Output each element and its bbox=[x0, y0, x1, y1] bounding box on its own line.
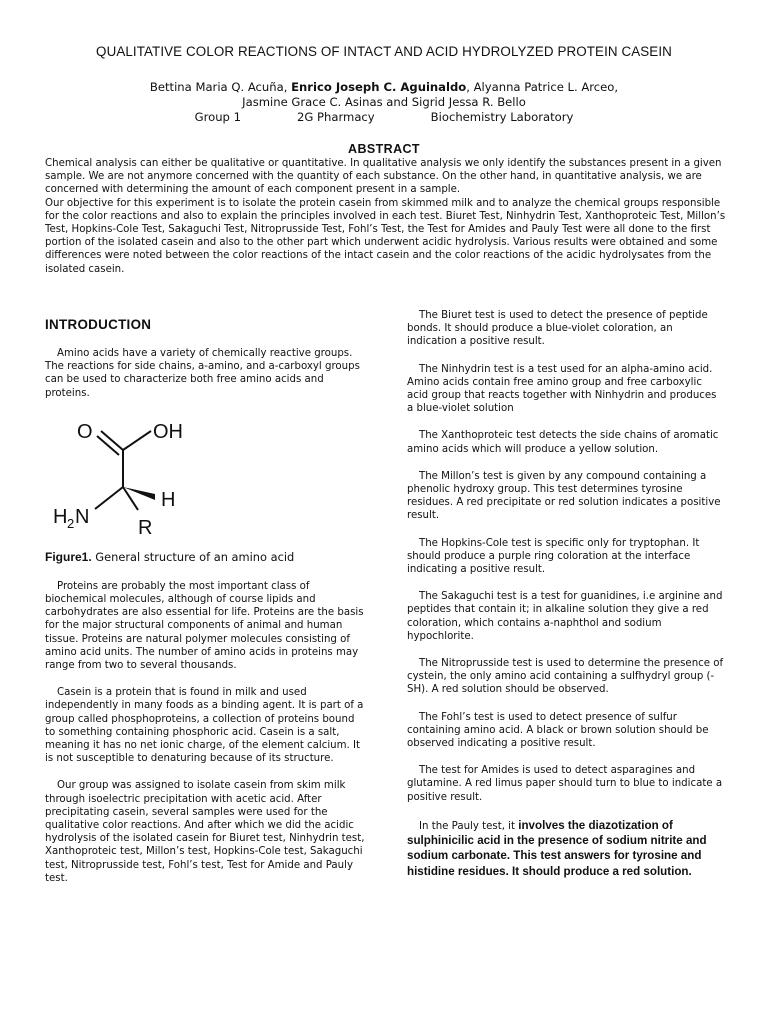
author-block bbox=[0, 80, 768, 125]
caption-label: Figure1. bbox=[45, 549, 92, 564]
amino-acid-structure bbox=[45, 414, 365, 546]
lab-label: Biochemistry Laboratory bbox=[430, 110, 574, 124]
author-line-2: Jasmine Grace C. Asinas and Sigrid Jessa R. Bello bbox=[242, 95, 526, 109]
r-group-label: R bbox=[138, 516, 153, 539]
affiliation-line bbox=[0, 110, 768, 125]
calpha-n-bond bbox=[95, 487, 123, 509]
oxygen-label: O bbox=[77, 420, 93, 443]
pauly-lead: In the Pauly test, it bbox=[419, 820, 519, 832]
abstract-paragraph-1: Chemical analysis can either be qualitative or quantitative. In qualitative analysis we only identify the substances present in a given sample. We are not anymore concerned with the quantity of each substance. On the other hand, in quantitative analysis, we are concerned with determining the amount of each component present in a sample. bbox=[45, 158, 722, 196]
amine-h-label: H bbox=[53, 505, 68, 528]
amine-subscript-label: 2 bbox=[67, 515, 75, 531]
abstract-body bbox=[45, 157, 735, 276]
caption-text: General structure of an amino acid bbox=[91, 549, 295, 564]
pauly-bold-text: involves the diazotization of sulphinicilic acid in the presence of sodium nitrite and sodium carbonate. This test answers for tyrosine and histidine residues. It should produce a red solution. bbox=[407, 818, 707, 878]
amides-paragraph: The test for Amides is used to detect asparagines and glutamine. A red limus paper should turn to blue to indicate a positive result. bbox=[407, 765, 723, 803]
ninhydrin-paragraph: The Ninhydrin test is a test used for an alpha-amino acid. Amino acids contain free amino group and free carboxylic acid group that reacts together with Ninhydrin and produces a blue-violet solution bbox=[407, 363, 717, 415]
left-column bbox=[45, 312, 365, 899]
group-label: Group 1 bbox=[194, 110, 241, 124]
paper-title: QUALITATIVE COLOR REACTIONS OF INTACT AND ACID HYDROLYZED PROTEIN CASEIN bbox=[96, 44, 672, 59]
xanthoproteic-paragraph: The Xanthoproteic test detects the side chains of aromatic amino acids which will produce a yellow solution. bbox=[407, 430, 719, 455]
intro-paragraph-4: Our group was assigned to isolate casein from skim milk through isoelectric precipitation with acetic acid. After precipitating casein, several samples were used for the qualitative color reactions. And after which we did the acidic hydrolysis of the isolated casein for Biuret test, Ninhydrin test, Xanthoproteic test, Millon’s test, Hopkins-Cole test, Sakaguchi test, Nitroprusside test, Fohl’s test, Test for Amide and Pauly test. bbox=[45, 780, 365, 884]
amine-n-label: N bbox=[75, 505, 90, 528]
intro-paragraph-3: Casein is a protein that is found in milk and used independently in many foods as a binding agent. It is part of a group called phosphoproteins, a collection of proteins bound to something containing phosphoric acid. Casein is a salt, meaning it has no net ionic charge, of the element calcium. It is not susceptible to denaturing because of its structure. bbox=[45, 687, 364, 765]
right-column bbox=[407, 309, 725, 893]
author-names-a: Bettina Maria Q. Acuña, bbox=[149, 80, 292, 94]
double-bond-line-1 bbox=[101, 431, 123, 450]
author-name-bold: Enrico Joseph C. Aguinaldo bbox=[291, 80, 467, 94]
intro-paragraph-1: Amino acids have a variety of chemically reactive groups. The reactions for side chains, a-amino, and a-carboxyl groups can be used to characterize both free amino acids and proteins. bbox=[45, 348, 360, 399]
abstract-paragraph-2: Our objective for this experiment is to isolate the protein casein from skimmed milk and to analyze the chemical groups responsible for the color reactions and also to explain the principles involved in each test. Biuret Test, Ninhydrin Test, Xanthoproteic Test, Millon’s Test, Hopkins-Cole Test, Sakaguchi Test, Nitroprusside Test, Fohl’s Test, the Test for Amides and Pauly Test were all done to the first portion of the isolated casein and also to the other part which underwent acidic hydrolysis. Various results were obtained and some differences were noted between the color reactions of the intact casein and the color reactions of the acidic hydrolysates from the isolated casein. bbox=[45, 197, 726, 275]
fohl-paragraph: The Fohl’s test is used to detect presence of sulfur containing amino acid. A black or brown solution should be observed indicating a positive result. bbox=[407, 711, 709, 750]
pauly-paragraph bbox=[407, 818, 725, 879]
section-label: 2G Pharmacy bbox=[296, 110, 375, 124]
nitroprusside-paragraph: The Nitroprusside test is used to determine the presence of cystein, the only amino acid containing a sulfhydryl group (-SH). A red solution should be observed. bbox=[407, 658, 724, 696]
hydrogen-label: H bbox=[161, 488, 176, 511]
millon-paragraph: The Millon’s test is given by any compound containing a phenolic hydroxy group. This test determines tyrosine residues. A red precipitate or red solution indicates a positive result. bbox=[407, 470, 721, 522]
abstract-heading: ABSTRACT bbox=[348, 142, 420, 156]
figure-caption bbox=[45, 550, 365, 564]
sakaguchi-paragraph: The Sakaguchi test is a test for guanidines, i.e arginine and peptides that contain it; in alkaline solution they give a red coloration, which contains a-naphthol and sodium hypochlorite. bbox=[407, 591, 723, 642]
biuret-paragraph: The Biuret test is used to detect the presence of peptide bonds. It should produce a blue-violet coloration, an indication a positive result. bbox=[407, 310, 708, 348]
hydroxyl-label: OH bbox=[153, 420, 183, 443]
author-line-1 bbox=[0, 80, 768, 95]
author-names-b: , Alyanna Patrice L. Arceo, bbox=[466, 80, 619, 94]
intro-paragraph-2: Proteins are probably the most important class of biochemical molecules, although of course lipids and carbohydrates are also essential for life. Proteins are the basis for the major structural components of animal and human tissue. Proteins are natural polymer molecules consisting of amino acid units. The number of amino acids in proteins may range from two to several thousands. bbox=[45, 580, 364, 672]
amino-acid-figure bbox=[45, 414, 365, 546]
double-bond-line-2 bbox=[97, 436, 119, 455]
c-oh-bond bbox=[123, 431, 151, 450]
introduction-heading: INTRODUCTION bbox=[45, 317, 152, 332]
hopkins-cole-paragraph: The Hopkins-Cole test is specific only for tryptophan. It should produce a purple ring coloration at the interface indicating a positive result. bbox=[407, 537, 700, 576]
